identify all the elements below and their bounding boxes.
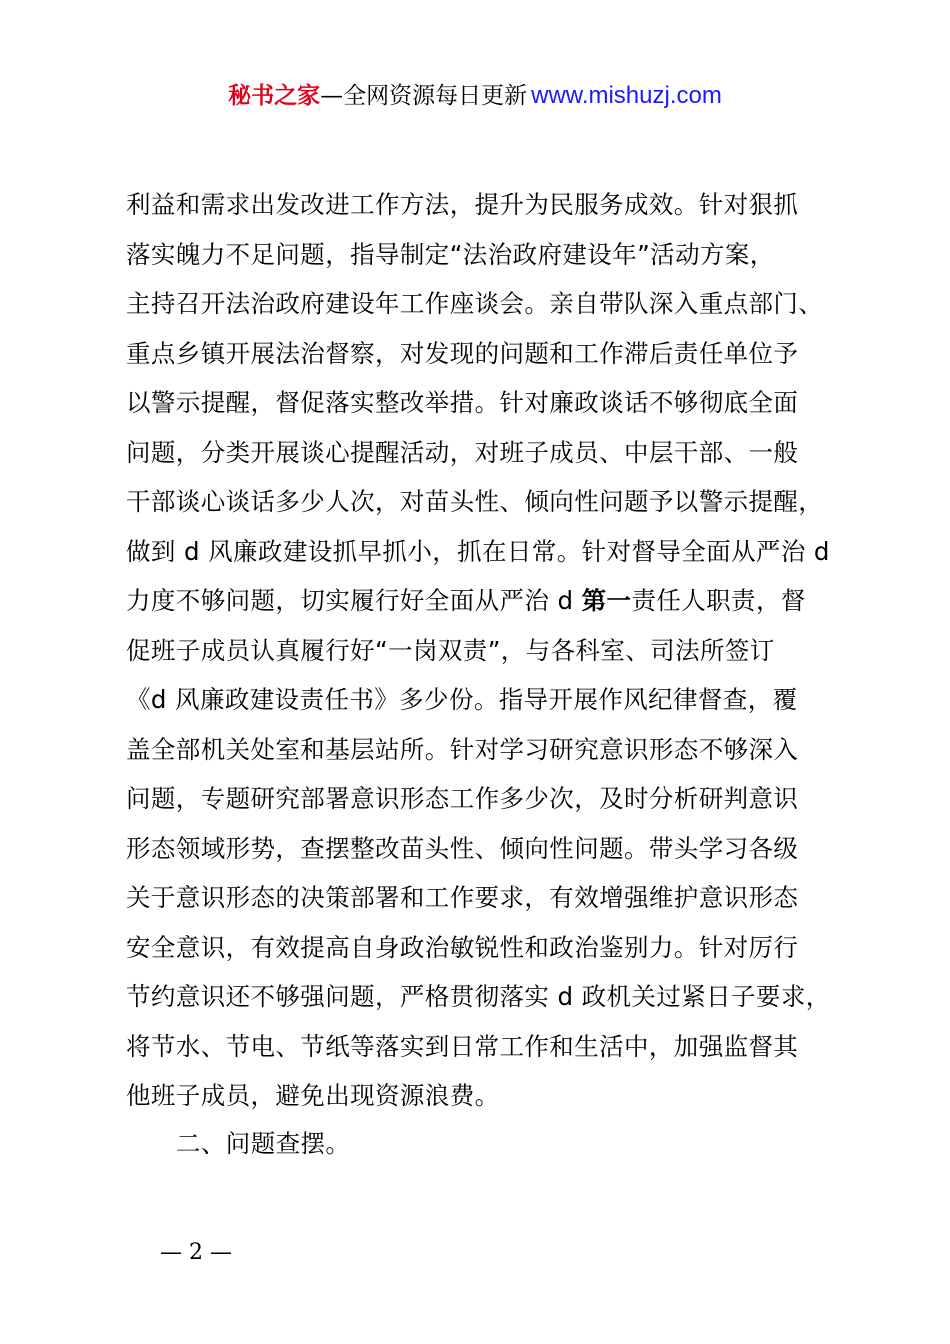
body-line: 将节水、节电、节纸等落实到日常工作和生活中，加强监督其 (126, 1031, 799, 1061)
site-url-link[interactable]: www.mishuzj.com (531, 82, 722, 109)
body-line: 主持召开法治政府建设年工作座谈会。亲自带队深入重点部门、 (126, 289, 824, 318)
body-line: 《d 风廉政建设责任书》多少份。指导开展作风纪律督查，覆 (126, 685, 798, 714)
body-line: 干部谈心谈话多少人次，对苗头性、倾向性问题予以警示提醒， (126, 487, 824, 516)
brand-name: 秘书之家 (228, 83, 321, 109)
body-line: 节约意识还不够强问题，严格贯彻落实 d 政机关过紧日子要求， (126, 982, 831, 1011)
body-line: 问题，专题研究部署意识形态工作多少次，及时分析研判意识 (126, 784, 799, 813)
document-body (126, 180, 861, 1121)
body-line-part: 力度不够问题，切实履行好全面从严治 d (126, 586, 582, 615)
page-number: — 2 — (160, 1240, 232, 1265)
body-line: 盖全部机关处室和基层站所。针对学习研究意识形态不够深入 (126, 734, 799, 764)
body-line-with-bold (126, 576, 861, 626)
body-line: 做到 d 风廉政建设抓早抓小，抓在日常。针对督导全面从严治 d (126, 536, 830, 566)
body-line: 以警示提醒，督促落实整改举措。针对廉政谈话不够彻底全面 (126, 388, 799, 417)
body-line: 利益和需求出发改进工作方法，提升为民服务成效。针对狠抓 (126, 190, 799, 219)
body-line: 他班子成员，避免出现资源浪费。 (126, 1081, 500, 1110)
body-line: 安全意识，有效提高自身政治敏锐性和政治鉴别力。针对厉行 (126, 932, 799, 962)
body-line: 关于意识形态的决策部署和工作要求，有效增强维护意识形态 (126, 883, 799, 912)
body-line: 重点乡镇开展法治督察，对发现的问题和工作滞后责任单位予 (126, 338, 799, 368)
body-line: 促班子成员认真履行好“一岗双责”，与各科室、司法所签订 (126, 635, 775, 665)
body-line: 问题，分类开展谈心提醒活动，对班子成员、中层干部、一般 (126, 437, 799, 467)
body-line-part: 责任人职责，督 (631, 586, 806, 615)
header-tagline: —全网资源每日更新 (320, 83, 528, 109)
section-heading: 二、问题查摆。 (176, 1129, 351, 1158)
bold-emphasis: 第一 (581, 586, 632, 615)
body-line: 形态领域形势，查摆整改苗头性、倾向性问题。带头学习各级 (126, 833, 799, 863)
site-header (0, 80, 950, 112)
body-line: 落实魄力不足问题，指导制定“法治政府建设年”活动方案， (126, 239, 775, 269)
